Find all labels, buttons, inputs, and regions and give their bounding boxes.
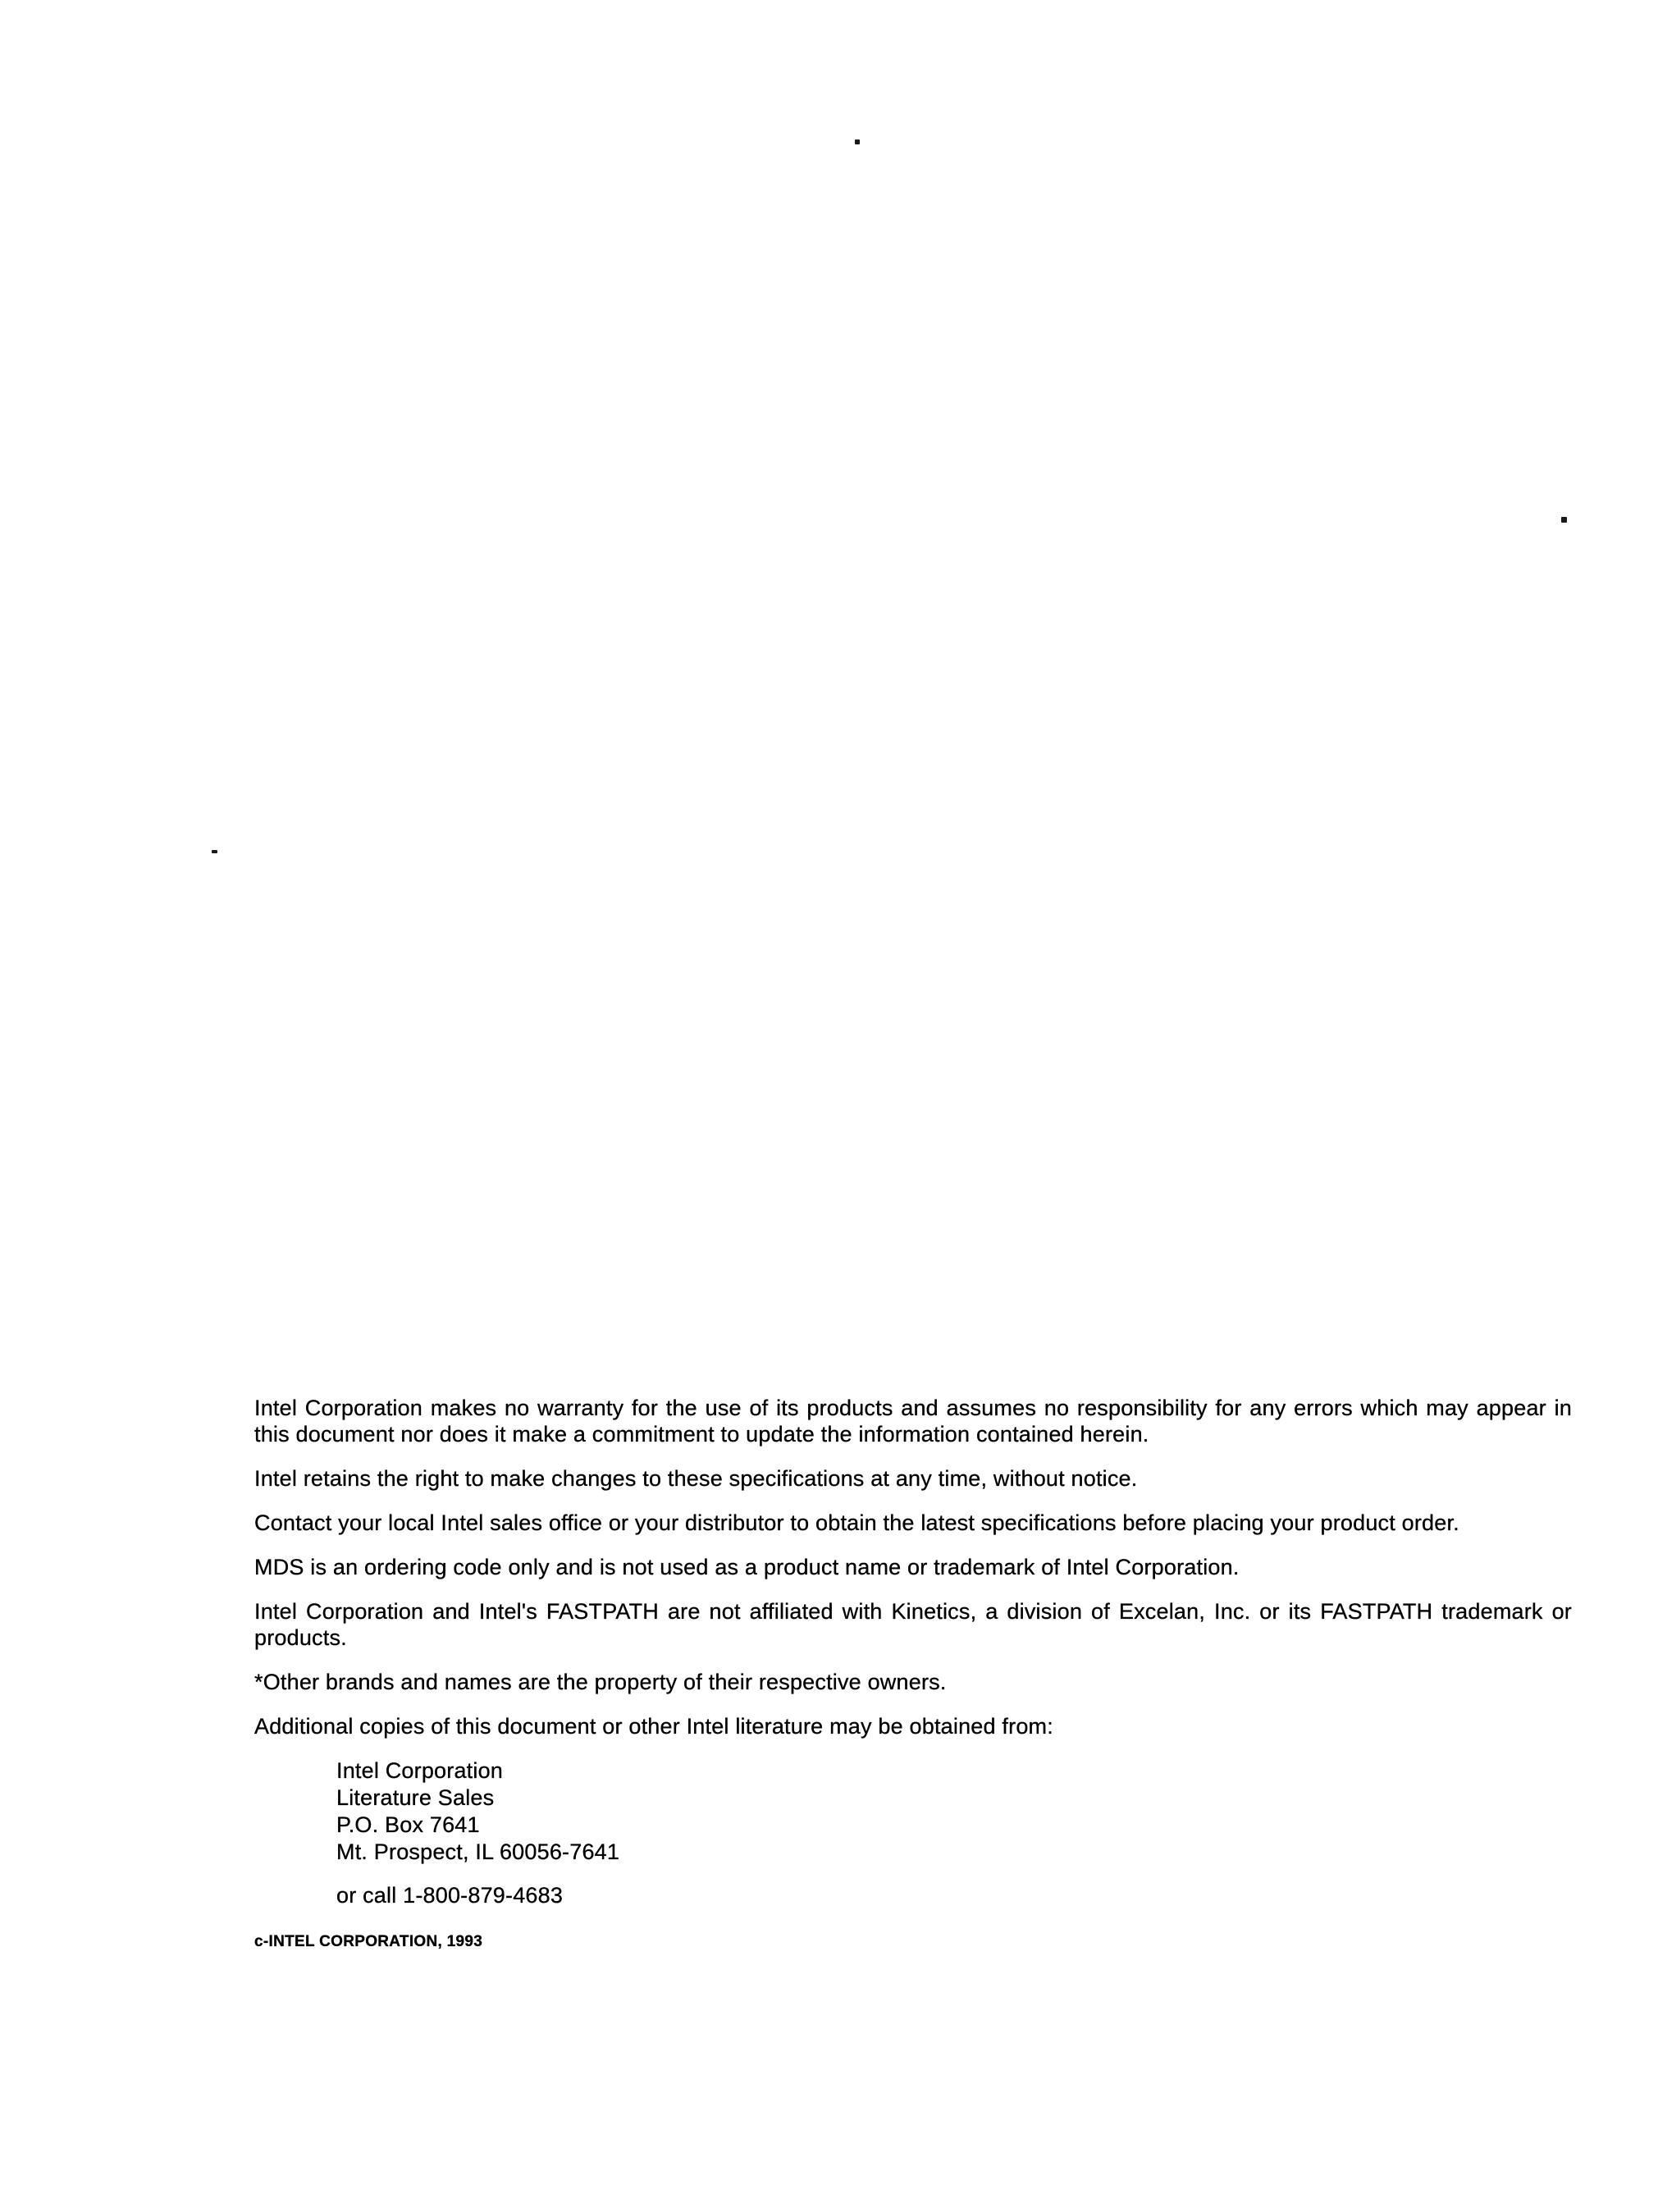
address-line-department: Literature Sales xyxy=(336,1785,495,1810)
disclaimer-paragraph-changes: Intel retains the right to make changes to these specifications at any time, without notice. xyxy=(254,1466,1138,1491)
disclaimer-block xyxy=(254,1395,1572,1951)
address-line-po-box: P.O. Box 7641 xyxy=(336,1812,480,1837)
disclaimer-paragraph-fastpath: Intel Corporation and Intel's FASTPATH are not affiliated with Kinetics, a division of Excelan, Inc. or its FASTPATH trademark or products. xyxy=(254,1599,1572,1650)
address-line-city-state-zip: Mt. Prospect, IL 60056-7641 xyxy=(336,1840,620,1864)
phone-line: or call 1-800-879-4683 xyxy=(336,1883,564,1908)
address-line-company: Intel Corporation xyxy=(336,1758,504,1783)
disclaimer-paragraph-other-brands: *Other brands and names are the property of their respective owners. xyxy=(254,1670,947,1694)
scan-speck xyxy=(855,139,860,144)
address-block xyxy=(254,1757,1572,1908)
disclaimer-paragraph-warranty: Intel Corporation makes no warranty for the use of its products and assumes no responsibility for any errors which may appear in this document nor does it make a commitment to update the information contained herein. xyxy=(254,1396,1572,1446)
disclaimer-paragraph-additional-copies: Additional copies of this document or other Intel literature may be obtained from: xyxy=(254,1714,1053,1739)
scan-speck xyxy=(1561,517,1567,523)
copyright-line: c-INTEL CORPORATION, 1993 xyxy=(254,1933,483,1950)
scan-speck xyxy=(212,850,217,853)
disclaimer-paragraph-contact: Contact your local Intel sales office or your distributor to obtain the latest specifications before placing your product order. xyxy=(254,1510,1459,1535)
disclaimer-paragraph-mds: MDS is an ordering code only and is not used as a product name or trademark of Intel Corporation. xyxy=(254,1555,1240,1579)
